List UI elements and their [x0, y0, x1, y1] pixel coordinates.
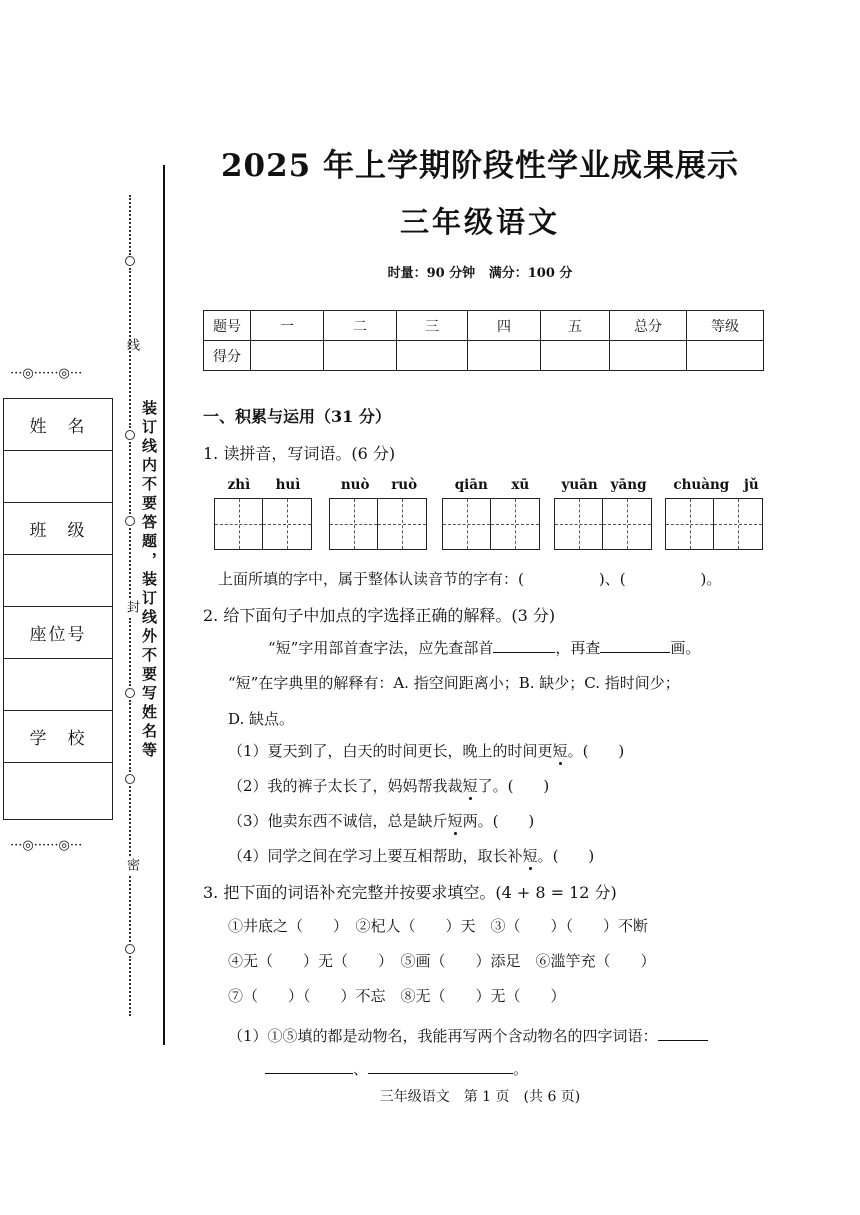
binding-dotted-line [129, 700, 131, 772]
q2-item-answer: 两。( ) [462, 812, 535, 830]
pinyin-syllable: yuān [561, 477, 598, 493]
q3-sub1 [228, 1025, 708, 1046]
binding-solid-line [163, 165, 165, 1045]
binding-dotted-line [129, 618, 131, 686]
score-header-cell: 等级 [687, 311, 764, 341]
class-field-label: 班 级 [4, 503, 112, 555]
answer-blank[interactable] [658, 1040, 708, 1041]
binding-dotted-line [129, 876, 131, 942]
pinyin-group [443, 477, 541, 493]
school-field-label: 学 校 [4, 711, 112, 763]
score-header-cell: 一 [251, 311, 324, 341]
class-field[interactable] [4, 555, 112, 607]
q3-idioms-line2: ④无（ ）无（ ） ⑤画（ ）添足 ⑥滥竽充（ ） [228, 952, 656, 970]
pinyin-syllable: yāng [610, 477, 647, 493]
binding-dotted-line [129, 528, 131, 598]
binding-circle-icon [125, 430, 135, 440]
binding-circle-icon [125, 944, 135, 954]
binding-circle-icon [125, 516, 135, 526]
sentence-end: 。 [513, 1060, 529, 1078]
q2-line1-part-b: ，再查 [555, 639, 601, 657]
writing-grid [329, 498, 427, 550]
binding-circle-icon [125, 688, 135, 698]
seat-field-label: 座位号 [4, 607, 112, 659]
q2-item-text: （4）同学之间在学习上要互相帮助，取长补 [228, 847, 523, 865]
radical-blank[interactable] [493, 652, 555, 653]
score-table [203, 310, 764, 371]
binding-dotted-line [129, 442, 131, 514]
name-field-label: 姓 名 [4, 399, 112, 451]
dotted-character: 短 [552, 742, 568, 760]
strokes-blank[interactable] [600, 652, 670, 653]
time-info: 时量：90 分钟 满分：100 分 [387, 266, 573, 281]
seat-field[interactable] [4, 659, 112, 711]
score-table-header-row [204, 311, 764, 341]
binding-mark-line: 线 [124, 338, 139, 351]
writing-cell[interactable] [378, 499, 426, 549]
score-table-score-row [204, 341, 764, 371]
pinyin-syllable: chuàng [673, 477, 730, 493]
score-header-cell: 题号 [204, 311, 251, 341]
pinyin-syllable: huì [275, 477, 301, 493]
score-cell[interactable] [610, 341, 687, 371]
score-header-cell: 四 [468, 311, 541, 341]
pinyin-syllable: zhì [227, 477, 251, 493]
school-field[interactable] [4, 763, 112, 815]
dotted-character: 短 [447, 812, 463, 830]
binding-dotted-line [129, 956, 131, 1016]
q2-line1-part-c: 画。 [670, 639, 701, 657]
score-cell[interactable] [324, 341, 397, 371]
writing-cell[interactable] [603, 499, 651, 549]
student-info-box [3, 398, 113, 820]
pinyin-syllable: jǔ [743, 477, 759, 493]
q2-line1 [268, 637, 700, 658]
binding-mark-seal: 封 [124, 600, 139, 613]
q2-item-text: （2）我的裤子太长了，妈妈帮我裁 [228, 777, 463, 795]
score-cell[interactable] [468, 341, 541, 371]
pinyin-group [215, 477, 313, 493]
dotted-character: 短 [462, 777, 478, 795]
q3-sub1-line2 [265, 1058, 528, 1079]
page-footer: 三年级语文 第 1 页 (共 6 页) [379, 1089, 581, 1105]
pinyin-group [330, 477, 428, 493]
score-header-cell: 总分 [610, 311, 687, 341]
q2-line2: “短”在字典里的解释有：A. 指空间距离小；B. 缺少；C. 指时间少； [228, 674, 680, 692]
name-field[interactable] [4, 451, 112, 503]
answer-blank[interactable] [368, 1073, 513, 1074]
writing-grid [442, 498, 540, 550]
q3-sub1-text: （1）①⑤填的都是动物名，我能再写两个含动物名的四字词语： [228, 1027, 658, 1045]
exam-subtitle: 三年级语文 [399, 205, 560, 239]
writing-cell[interactable] [443, 499, 491, 549]
margin-top-dots: ···◎······◎··· [10, 366, 83, 381]
q2-item-text: （3）他卖东西不诚信，总是缺斤 [228, 812, 448, 830]
q1-followup: 上面所填的字中，属于整体认读音节的字有：( )、( )。 [218, 570, 722, 588]
score-header-cell: 五 [541, 311, 610, 341]
writing-cell[interactable] [555, 499, 603, 549]
pinyin-group [666, 477, 766, 493]
q1-prompt: 1. 读拼音，写词语。(6 分) [203, 444, 396, 463]
dotted-character: 短 [522, 847, 538, 865]
score-cell[interactable] [397, 341, 468, 371]
q2-item-text: （1）夏天到了，白天的时间更长，晚上的时间更 [228, 742, 553, 760]
q2-prompt: 2. 给下面句子中加点的字选择正确的解释。(3 分) [203, 606, 556, 625]
q2-item [228, 740, 624, 761]
score-header-cell: 三 [397, 311, 468, 341]
pinyin-syllable: nuò [340, 477, 370, 493]
pinyin-syllable: xū [511, 477, 530, 493]
margin-bottom-dots: ···◎······◎··· [10, 838, 83, 853]
writing-cell[interactable] [215, 499, 263, 549]
pinyin-syllable: ruò [391, 477, 418, 493]
writing-cell[interactable] [491, 499, 539, 549]
pinyin-group [555, 477, 653, 493]
pinyin-syllable: qiān [454, 477, 488, 493]
score-cell[interactable] [541, 341, 610, 371]
writing-cell[interactable] [666, 499, 714, 549]
q3-idioms-line3: ⑦（ ）（ ）不忘 ⑧无（ ）无（ ） [228, 987, 566, 1005]
writing-grid [665, 498, 763, 550]
score-cell[interactable] [687, 341, 764, 371]
score-header-cell: 二 [324, 311, 397, 341]
writing-grid [214, 498, 312, 550]
q3-idioms-line1: ①井底之（ ） ②杞人（ ）天 ③（ ）（ ）不断 [228, 917, 649, 935]
writing-cell[interactable] [714, 499, 762, 549]
separator: 、 [353, 1060, 369, 1078]
binding-circle-icon [125, 774, 135, 784]
binding-instruction: 装订线内不要答题，装订线外不要写姓名等 [140, 400, 158, 761]
q2-item [228, 775, 549, 796]
q2-item-answer: 。( ) [567, 742, 625, 760]
binding-dotted-line [129, 786, 131, 856]
q2-line3: D. 缺点。 [228, 710, 295, 728]
answer-blank[interactable] [265, 1073, 353, 1074]
score-cell[interactable] [251, 341, 324, 371]
q2-item-answer: 。( ) [537, 847, 595, 865]
section-1-title: 一、积累与运用（31 分） [203, 407, 391, 426]
q2-item [228, 845, 594, 866]
exam-title: 2025 年上学期阶段性学业成果展示 [220, 148, 740, 184]
q3-prompt: 3. 把下面的词语补充完整并按要求填空。(4 + 8 = 12 分) [203, 883, 617, 902]
writing-grid [554, 498, 652, 550]
q2-item-answer: 了。( ) [477, 777, 550, 795]
writing-cell[interactable] [263, 499, 311, 549]
q2-item [228, 810, 534, 831]
score-row-label: 得分 [204, 341, 251, 371]
binding-mark-secret: 密 [124, 858, 139, 871]
writing-cell[interactable] [330, 499, 378, 549]
q2-line1-part-a: “短”字用部首查字法，应先查部首 [268, 639, 494, 657]
